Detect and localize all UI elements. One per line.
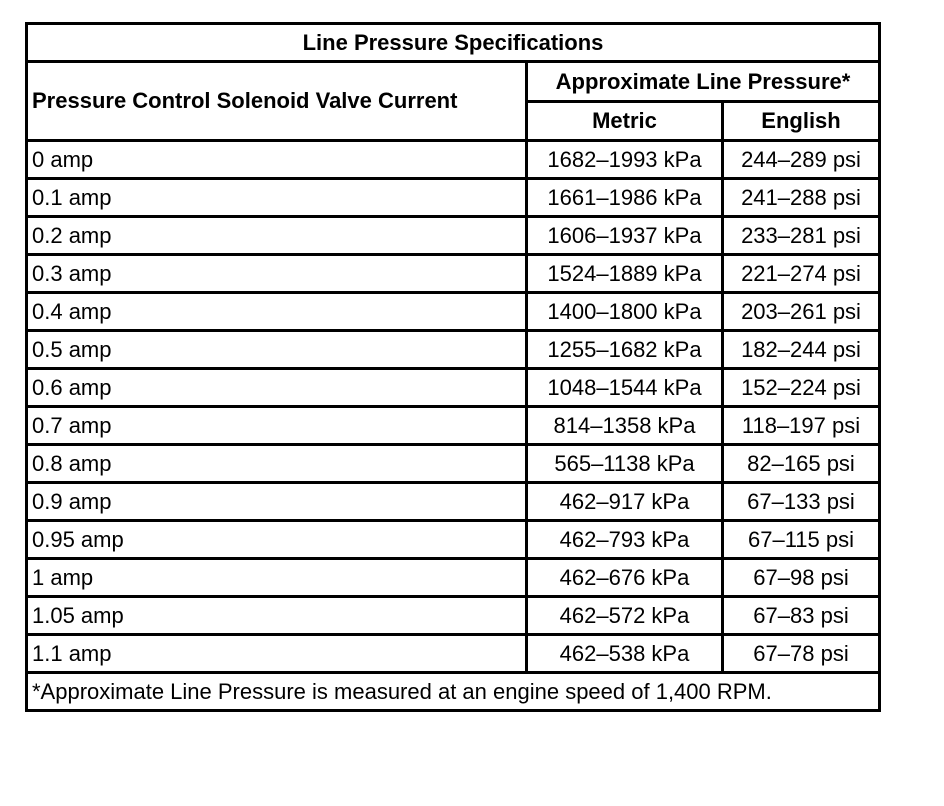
line-pressure-table	[25, 22, 881, 712]
title-row	[27, 24, 880, 62]
current-cell: 0.95 amp	[27, 521, 527, 559]
metric-cell: 814–1358 kPa	[527, 407, 723, 445]
current-cell: 0.5 amp	[27, 331, 527, 369]
metric-column-header: Metric	[527, 101, 723, 141]
metric-cell: 1524–1889 kPa	[527, 255, 723, 293]
english-cell: 67–115 psi	[723, 521, 880, 559]
table-row	[27, 597, 880, 635]
current-cell: 0.7 amp	[27, 407, 527, 445]
footnote-row	[27, 673, 880, 711]
metric-cell: 462–538 kPa	[527, 635, 723, 673]
metric-cell: 1400–1800 kPa	[527, 293, 723, 331]
table-row	[27, 179, 880, 217]
table-row	[27, 217, 880, 255]
english-cell: 233–281 psi	[723, 217, 880, 255]
current-cell: 1.05 amp	[27, 597, 527, 635]
english-column-header: English	[723, 101, 880, 141]
current-cell: 0.9 amp	[27, 483, 527, 521]
metric-cell: 1255–1682 kPa	[527, 331, 723, 369]
header-row-group	[27, 62, 880, 102]
english-cell: 241–288 psi	[723, 179, 880, 217]
english-cell: 203–261 psi	[723, 293, 880, 331]
current-cell: 0.3 amp	[27, 255, 527, 293]
metric-cell: 1682–1993 kPa	[527, 141, 723, 179]
metric-cell: 1606–1937 kPa	[527, 217, 723, 255]
table-body	[27, 141, 880, 673]
english-cell: 67–78 psi	[723, 635, 880, 673]
current-column-header: Pressure Control Solenoid Valve Current	[27, 62, 527, 141]
current-cell: 0.1 amp	[27, 179, 527, 217]
table-row	[27, 293, 880, 331]
table-row	[27, 407, 880, 445]
english-cell: 152–224 psi	[723, 369, 880, 407]
english-cell: 82–165 psi	[723, 445, 880, 483]
metric-cell: 1661–1986 kPa	[527, 179, 723, 217]
current-cell: 0 amp	[27, 141, 527, 179]
footnote: *Approximate Line Pressure is measured at an engine speed of 1,400 RPM.	[27, 673, 880, 711]
table-row	[27, 483, 880, 521]
metric-cell: 565–1138 kPa	[527, 445, 723, 483]
table-row	[27, 445, 880, 483]
current-cell: 1.1 amp	[27, 635, 527, 673]
table-row	[27, 369, 880, 407]
current-cell: 1 amp	[27, 559, 527, 597]
current-cell: 0.2 amp	[27, 217, 527, 255]
english-cell: 182–244 psi	[723, 331, 880, 369]
table-row	[27, 559, 880, 597]
metric-cell: 462–793 kPa	[527, 521, 723, 559]
metric-cell: 462–676 kPa	[527, 559, 723, 597]
current-cell: 0.8 amp	[27, 445, 527, 483]
table-row	[27, 521, 880, 559]
english-cell: 67–133 psi	[723, 483, 880, 521]
metric-cell: 462–917 kPa	[527, 483, 723, 521]
english-cell: 67–98 psi	[723, 559, 880, 597]
table-row	[27, 635, 880, 673]
metric-cell: 462–572 kPa	[527, 597, 723, 635]
current-cell: 0.4 amp	[27, 293, 527, 331]
english-cell: 244–289 psi	[723, 141, 880, 179]
current-cell: 0.6 amp	[27, 369, 527, 407]
english-cell: 67–83 psi	[723, 597, 880, 635]
line-pressure-group-header: Approximate Line Pressure*	[527, 62, 880, 102]
table-row	[27, 331, 880, 369]
table-row	[27, 141, 880, 179]
table-title: Line Pressure Specifications	[27, 24, 880, 62]
english-cell: 221–274 psi	[723, 255, 880, 293]
english-cell: 118–197 psi	[723, 407, 880, 445]
metric-cell: 1048–1544 kPa	[527, 369, 723, 407]
table-row	[27, 255, 880, 293]
